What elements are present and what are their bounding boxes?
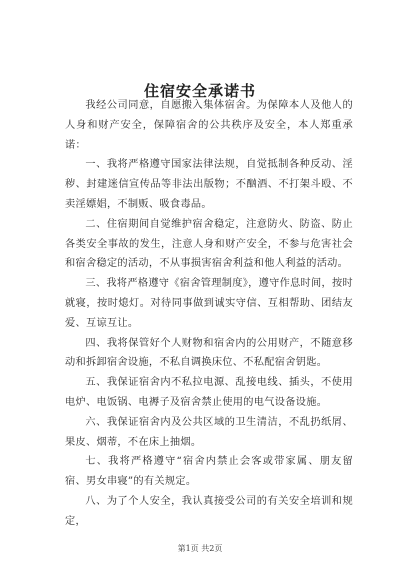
document-title: 住宿安全承诺书 <box>143 82 256 100</box>
paragraph-clause-5: 五、我保证宿舍内不私拉电源、乱接电线、插头，不使用电炉、电饭锅、电褥子及宿舍禁止使用的电气设备设施。 <box>65 377 353 408</box>
paragraph-clause-4: 四、我将保管好个人财物和宿舍内的公用财产，不随意移动和拆卸宿舍设施，不私自调换床位、不私配宿舍钥匙。 <box>65 337 353 369</box>
paragraph-clause-1: 一、我将严格遵守国家法律法规，自觉抵制各种反动、淫秽、封建迷信宣传品等非法出版物；不酗酒、不打架斗殴、不卖淫嫖娼，不制贩、吸食毒品。 <box>65 159 353 210</box>
paragraph-intro: 我经公司同意，自愿搬入集体宿舍。为保障本人及他人的人身和财产安全，保障宿舍的公共秩序及安全，本人郑重承诺： <box>65 100 353 151</box>
paragraph-clause-8: 八、为了个人安全，我认真接受公司的有关安全培训和规定， <box>65 495 353 527</box>
paragraph-clause-2: 二、住宿期间自觉维护宿舍稳定，注意防火、防盗、防止各类安全事故的发生，注意人身和财产安全，不参与危害社会和宿舍稳定的活动，不从事损害宿舍利益和他人利益的活动。 <box>65 218 353 270</box>
paragraph-clause-6: 六、我保证宿舍内及公共区域的卫生清洁，不乱扔纸屑、果皮、烟蒂，不在床上抽烟。 <box>65 416 353 448</box>
document-body <box>65 96 353 532</box>
page-number: 第1页 共2页 <box>177 544 223 553</box>
paragraph-clause-3: 三、我将严格遵守《宿舍管理制度》，遵守作息时间，按时就寝，按时熄灯。对待同事做到诚实守信、互相帮助、团结友爱、互谅互让。 <box>65 278 353 329</box>
paragraph-clause-7: 七、我将严格遵守“宿舍内禁止会客或带家属、朋友留宿、男女串寝”的有关规定。 <box>65 456 353 488</box>
